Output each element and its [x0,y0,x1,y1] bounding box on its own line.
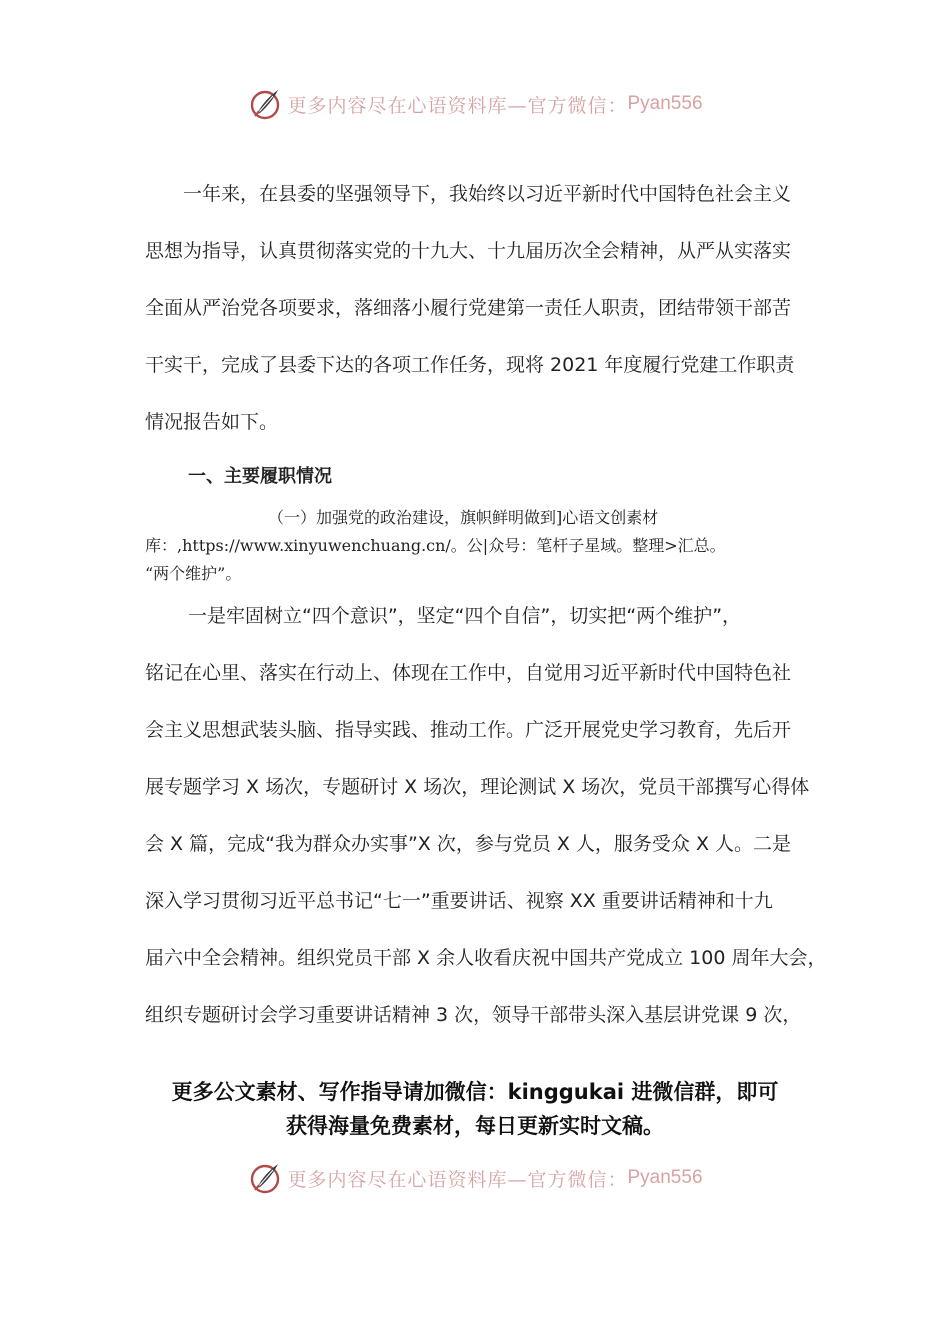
quill-pen-logo-icon [247,1160,283,1196]
banner-wechat-id: Pyan556 [627,93,703,114]
intro-line: 全面从严治党各项要求，落细落小履行党建第一责任人职责，团结带领干部苦 [145,297,792,319]
subsection-line: （一）加强党的政治建设，旗帜鲜明做到]心语文创素材 [268,508,659,527]
intro-line: 一年来，在县委的坚强领导下，我始终以习近平新时代中国特色社会主义 [183,183,792,205]
paragraph-line: 会 X 篇，完成“我为群众办实事”X 次，参与党员 X 人，服务受众 X 人。二是 [145,833,792,855]
header-banner [0,82,950,126]
promo-line-2: 获得海量免费素材，每日更新实时文稿。 [286,1114,664,1138]
paragraph-line: 组织专题研讨会学习重要讲话精神 3 次，领导干部带头深入基层讲党课 9 次， [145,1004,802,1026]
intro-line: 情况报告如下。 [145,411,279,433]
footer-banner [0,1156,950,1200]
intro-line: 思想为指导，认真贯彻落实党的十九大、十九届历次全会精神，从严从实落实 [145,240,792,262]
banner-text: 更多内容尽在心语资料库—官方微信： [287,94,628,117]
paragraph-line: 深入学习贯彻习近平总书记“七一”重要讲话、视察 XX 重要讲话精神和十九 [145,890,773,912]
promo-line-1: 更多公文素材、写作指导请加微信：kinggukai 进微信群，即可 [171,1080,779,1104]
paragraph-line: 届六中全会精神。组织党员干部 X 余人收看庆祝中国共产党成立 100 周年大会， [145,947,827,969]
banner-wechat-id: Pyan556 [627,1167,703,1188]
paragraph-line: 一是牢固树立“四个意识”，坚定“四个自信”，切实把“两个维护”， [188,605,742,627]
banner-text: 更多内容尽在心语资料库—官方微信： [287,1168,628,1191]
subsection-line: 库：,https://www.xinyuwenchuang.cn/。公|众号：笔杆子星域。整理>汇总。 [145,536,726,555]
paragraph-line: 展专题学习 X 场次，专题研讨 X 场次，理论测试 X 场次，党员干部撰写心得体 [145,776,810,798]
paragraph-line: 会主义思想武装头脑、指导实践、推动工作。广泛开展党史学习教育，先后开 [145,719,792,741]
quill-pen-logo-icon [247,86,283,122]
paragraph-line: 铭记在心里、落实在行动上、体现在工作中，自觉用习近平新时代中国特色社 [145,662,792,684]
section-heading: 一、主要履职情况 [188,466,332,487]
subsection-line: “两个维护”。 [145,564,242,583]
intro-line: 干实干，完成了县委下达的各项工作任务，现将 2021 年度履行党建工作职责 [145,354,795,376]
